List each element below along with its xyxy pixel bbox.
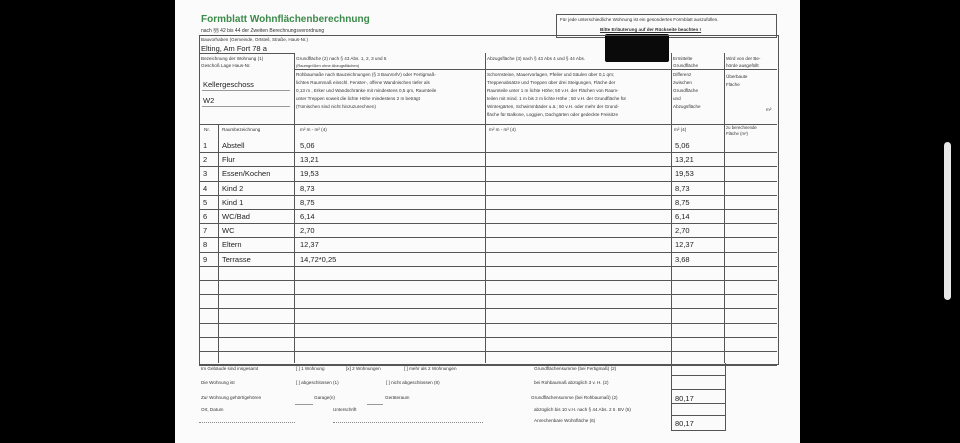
abzug-desc-2: Treppenabsätze und Treppen über drei Steigungen, Fläche der xyxy=(487,80,616,85)
sum-rohbau-label: Grundflächensumme (bei Rohbaumaß) (2) xyxy=(531,395,618,400)
differenz-2: zwischen xyxy=(673,80,692,85)
differenz-5: Abzugsfläche xyxy=(673,104,701,109)
col-ermittelt-header: m² (4) xyxy=(674,127,687,132)
grundflaeche-desc-4: unter Treppen soweit die lichte Höhe mindestens 2 m beträgt xyxy=(296,96,420,101)
col-grund-header: m² m - m² (4) xyxy=(300,127,327,132)
sum-rohbau-value: 80,17 xyxy=(675,394,694,403)
gehoert-label: Zur Wohnung gehört/gehören xyxy=(201,395,262,400)
bauvorhaben-value: Elting, Am Fort 78 a xyxy=(201,44,267,53)
grundflaeche-title: Grundfläche (2) nach § 43 Abs. 1, 2, 3 und 5 xyxy=(296,56,387,61)
wohnung-ist-label: Die Wohnung ist xyxy=(201,380,235,385)
opt-abgeschlossen[interactable]: [ ] abgeschlossen (1) xyxy=(296,380,339,385)
row-nr: 9 xyxy=(203,254,208,264)
grundflaeche-desc-2: lichtes Raummaß einschl. Fenster-, offene Wandnischen tiefer als xyxy=(296,80,430,85)
col-zu-header-2: Fläche (m²) xyxy=(726,131,748,136)
sum-fertigmass-label: Grundflächensumme (bei Fertigmaß) (2) xyxy=(534,366,617,371)
garage-label: Garage(n) xyxy=(314,395,335,400)
abzug-desc-4: teilen mit mind. 1 m bis 2 m lichte Höhe ; 50 v.H. der Grundfläche für xyxy=(487,96,627,101)
opt-2-wohnungen[interactable]: [x] 2 Wohnungen xyxy=(346,366,381,371)
grundflaeche-desc-5: (Tümischen sind nicht hinzuzurechnen) xyxy=(296,104,376,109)
row-nr: 8 xyxy=(203,240,208,250)
row-nr: 1 xyxy=(203,141,208,150)
row-nr: 4 xyxy=(203,183,208,193)
wohnung-label: Bezeichnung der Wohnung (1) xyxy=(201,56,264,61)
row-nr: 2 xyxy=(203,155,208,165)
row-grundflaeche: 12,37 xyxy=(300,240,319,250)
row-grundflaeche: 14,72*0,25 xyxy=(300,254,337,264)
abzug-title: Abzugsfläche (3) nach § 43 Abs 4 und § 44 Abs. xyxy=(487,56,586,61)
abzug-desc-6: fläche für Balkone, Loggien, Dachgärten oder gedeckte Freisitze xyxy=(487,112,619,117)
col-raum-header: Raumbezeichnung xyxy=(222,127,261,132)
row-ermittelt: 8,75 xyxy=(675,197,690,207)
row-nr: 6 xyxy=(203,212,208,221)
grundflaeche-desc-3: 0,13 m , Erker und Wandschränke mit mindestens 0,5 qm, Raumteile xyxy=(296,88,437,93)
behoerde-1: Wird von der Be- xyxy=(726,56,761,61)
differenz-4: und xyxy=(673,96,681,101)
ueberbaute-2: Fläche xyxy=(726,82,740,87)
bauvorhaben-label: Bauvorhaben (Gemeinde, Ortsteil, Straße, Haus-Nr.) xyxy=(201,37,308,42)
note-line-2: Bitte Erläuterung auf der Rückseite beachten ! xyxy=(600,27,702,32)
row-grundflaeche: 5,06 xyxy=(300,141,315,150)
opt-1-wohnung[interactable]: [ ] 1 Wohnung xyxy=(296,366,325,371)
differenz-1: Differenz xyxy=(673,72,692,77)
row-raum: Flur xyxy=(222,155,235,165)
row-raum: WC/Bad xyxy=(222,212,250,221)
row-ermittelt: 5,06 xyxy=(675,141,690,150)
row-grundflaeche: 19,53 xyxy=(300,169,319,179)
row-ermittelt: 8,73 xyxy=(675,183,690,193)
row-ermittelt: 3,68 xyxy=(675,254,690,264)
grundflaeche-desc-1: Rohbaumaße nach Bauzeichnungen (§ 3 BauVorlV) oder Fertigmaß- xyxy=(296,72,436,77)
row-ermittelt: 2,70 xyxy=(675,226,690,236)
row-ermittelt: 6,14 xyxy=(675,212,690,221)
row-nr: 3 xyxy=(203,169,208,179)
note-line-1: Für jede unterschiedliche Wohnung ist ein gesondertes Formblatt auszufüllen. xyxy=(560,17,719,22)
abzug-desc-5: Wintergärten, Schwimmbäder u.ä.; 50 v.H. oder mehr der Grund- xyxy=(487,104,619,109)
form-subtitle: nach §§ 42 bis 44 der Zweiten Berechnungsverordnung xyxy=(201,28,325,34)
grundflaeche-sub: (Raumgrößen ohne Abzugsflächen) xyxy=(296,63,360,68)
row-grundflaeche: 8,75 xyxy=(300,197,315,207)
anrechenbare-label: Anrechenbare Wohnfläche (6) xyxy=(534,418,596,423)
opt-nicht-abgeschlossen[interactable]: [ ] nicht abgeschlossen (8) xyxy=(386,380,440,385)
opt-mehr-wohnungen[interactable]: [ ] mehr als 2 Wohnungen xyxy=(404,366,457,371)
row-nr: 7 xyxy=(203,226,208,236)
row-grundflaeche: 13,21 xyxy=(300,155,319,165)
row-nr: 5 xyxy=(203,197,208,207)
sum-abzug-3-label: bei Rohbaumaß abzüglich 3 v. H. (2) xyxy=(534,380,609,385)
unterschrift-label: Unterschrift xyxy=(333,407,357,412)
row-raum: Abstell xyxy=(222,141,245,150)
row-raum: Eltern xyxy=(222,240,242,250)
form-sheet xyxy=(175,0,800,443)
row-ermittelt: 19,53 xyxy=(675,169,694,179)
anrechenbare-value: 80,17 xyxy=(675,419,694,428)
row-grundflaeche: 8,73 xyxy=(300,183,315,193)
ueberbaute-unit: m² xyxy=(766,107,772,112)
form-title: Formblatt Wohnflächenberechnung xyxy=(201,14,370,25)
row-ermittelt: 12,37 xyxy=(675,240,694,250)
ermittelte-label-2: Grundfläche xyxy=(673,63,699,68)
ueberbaute-1: Überbaute xyxy=(726,74,748,79)
row-grundflaeche: 2,70 xyxy=(300,226,315,236)
row-raum: Kind 1 xyxy=(222,197,244,207)
ort-datum-label: Ort, Datum xyxy=(201,407,224,412)
geraete-label: Geräteraum xyxy=(385,395,410,400)
wohnung-value: W2 xyxy=(203,96,215,105)
row-raum: WC xyxy=(222,226,235,236)
col-abzug-header: m² m - m² (4) xyxy=(489,127,516,132)
geschoss-label: Geschoß Lage Haus-Nr. xyxy=(201,63,251,68)
behoerde-2: hörde ausgefüllt xyxy=(726,63,759,68)
differenz-3: Grundfläche xyxy=(673,88,699,93)
row-raum: Kind 2 xyxy=(222,183,244,193)
sum-abzug-10-label: abzüglich bis 10 v.H. nach § 44 Abs. 2 II. BV (5) xyxy=(534,407,631,412)
abzug-desc-1: Schornsteine, Mauervorlagen, Pfeiler und Säulen über 0,1 qm; xyxy=(487,72,615,77)
ermittelte-label: Ermittelte xyxy=(673,56,693,61)
col-nr-header: Nr. xyxy=(204,127,210,132)
row-grundflaeche: 6,14 xyxy=(300,212,315,221)
row-ermittelt: 13,21 xyxy=(675,155,694,165)
abzug-desc-3: Raumteile unter 1 m lichte Höhe; 50 v.H. der Flächen von Raum- xyxy=(487,88,619,93)
gebaeude-label: Im Gebäude sind insgesamt xyxy=(201,366,259,371)
row-raum: Essen/Kochen xyxy=(222,169,271,179)
geschoss-value: Kellergeschoss xyxy=(203,80,254,89)
row-raum: Terrasse xyxy=(222,254,251,264)
col-zu-header-1: zu berechnende xyxy=(726,125,757,130)
scrollbar[interactable] xyxy=(944,142,951,300)
